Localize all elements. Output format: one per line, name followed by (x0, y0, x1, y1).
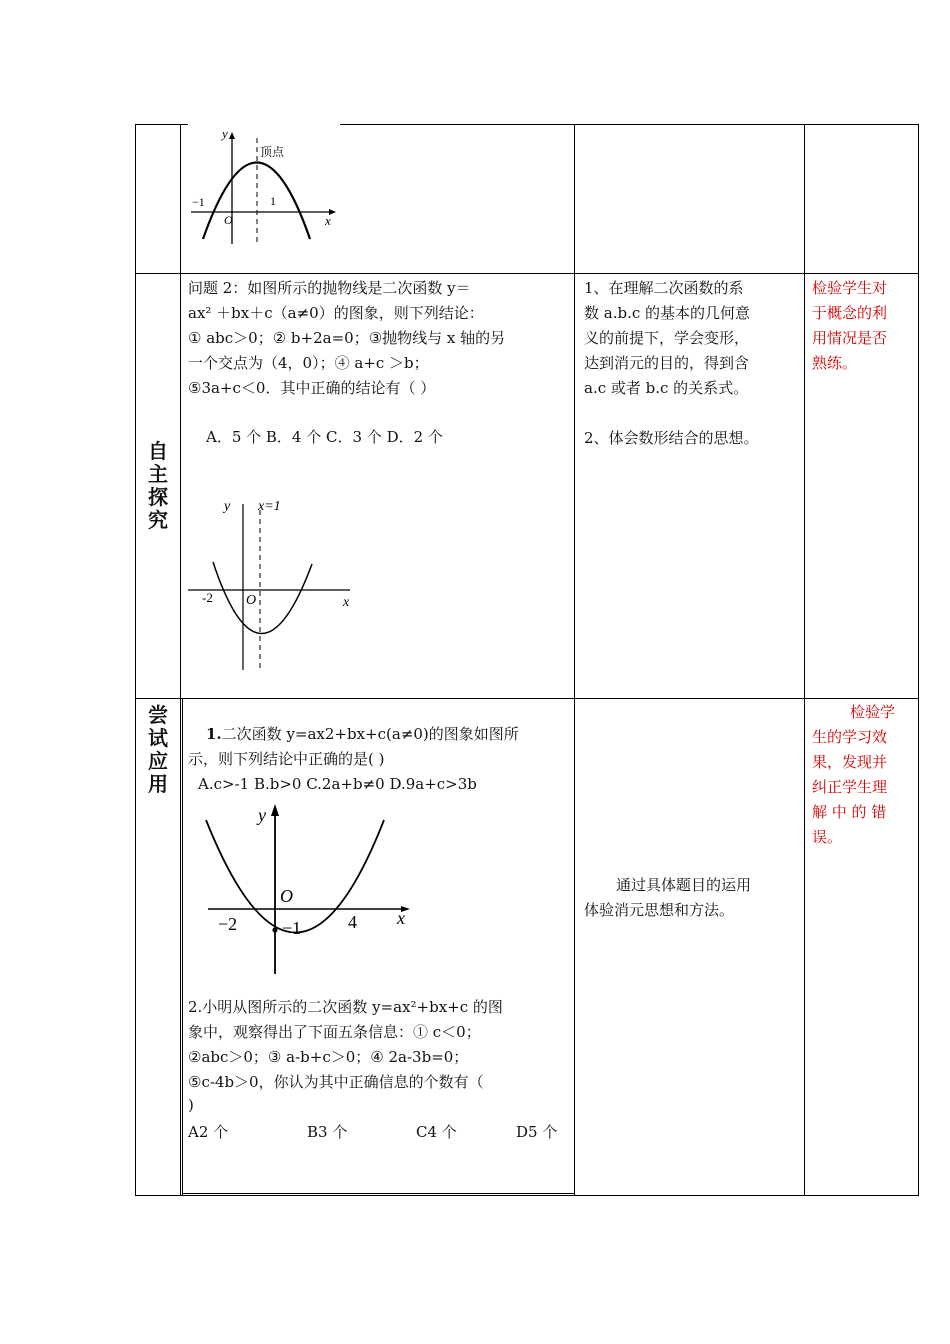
parabola-graph-q1 (196, 800, 416, 980)
question-line: 一个交点为（4，0）；④ a+c ＞b； (188, 354, 429, 372)
table-bottom-border (135, 1195, 919, 1196)
neg-one-label: −1 (282, 918, 302, 938)
question-box-border (182, 699, 183, 1195)
question-line: ) (188, 1096, 194, 1114)
intent-line: 义的前提下，学会变形， (584, 329, 750, 347)
assessment-line: 解 中 的 错 (812, 803, 887, 821)
neg-two-label: -2 (202, 590, 213, 605)
table-left-border (135, 124, 136, 1196)
four-label: 4 (348, 912, 357, 932)
assessment-line: 用情况是否 (812, 329, 888, 347)
y-axis-label: y (222, 126, 228, 141)
origin-label: O (280, 886, 293, 906)
section-label-try-apply (146, 704, 170, 796)
question-line: ① abc＞0；② b+2a=0；③抛物线与 x 轴的另 (188, 329, 506, 347)
assessment-line: 纠正学生理 (812, 778, 888, 796)
option-b: B3 个 (307, 1123, 348, 1141)
section-label-char: 应 (148, 749, 168, 773)
one-label: 1 (270, 194, 276, 208)
neg-one-label: −1 (192, 195, 205, 209)
section-label-char: 尝 (148, 703, 168, 727)
section-label-char: 自 (148, 439, 168, 463)
question-line: 2.小明从图所示的二次函数 y=ax²+bx+c 的图 (188, 998, 503, 1016)
x-axis-label: x (397, 908, 405, 928)
question-line: 问题 2：如图所示的抛物线是二次函数 y＝ (188, 279, 471, 297)
assessment-line: 误。 (812, 828, 843, 846)
assessment-line: 生的学习效 (812, 728, 888, 746)
intent-line: 2、体会数形结合的思想。 (584, 429, 759, 447)
question-line: ⑤3a+c＜0．其中正确的结论有（ ） (188, 379, 436, 397)
answer-options: A.c>-1 B.b>0 C.2a+b≠0 D.9a+c>3b (198, 775, 477, 793)
assessment-line: 熟练。 (812, 354, 858, 372)
section-label-char: 主 (148, 462, 168, 486)
question-line: ⑤c-4b＞0，你认为其中正确信息的个数有（ (188, 1073, 484, 1091)
table-column-divider (180, 124, 181, 1196)
question-line: 象中，观察得出了下面五条信息：① c＜0； (188, 1023, 481, 1041)
question-2-text (188, 276, 572, 401)
question-line: ②abc＞0；③ a-b+c＞0；④ 2a-3b=0； (188, 1048, 469, 1066)
assessment-line: 检验学生对 (812, 279, 888, 297)
axis-of-symmetry-label: x=1 (258, 499, 281, 514)
origin-label: O (224, 213, 233, 227)
intent-line: 通过具体题目的运用 (616, 876, 752, 894)
vertex-label: 顶点 (260, 145, 285, 159)
vertex-parabola-graph (186, 126, 346, 246)
assessment-row2 (812, 276, 916, 376)
question-text: 二次函数 y=ax2+bx+c(a≠0)的图象如图所 (221, 725, 519, 743)
question-number: 1. (206, 725, 222, 743)
intent-line: 体验消元思想和方法。 (584, 901, 735, 919)
table-column-divider (574, 124, 575, 1196)
question-line: 示，则下列结论中正确的是( ) (188, 750, 385, 768)
assessment-line: 于概念的利 (812, 304, 888, 322)
origin-label: O (246, 593, 257, 608)
option-a: A2 个 (188, 1123, 229, 1141)
design-intent-row2 (584, 276, 802, 451)
table-row-divider (135, 698, 919, 699)
question-box-border (182, 1193, 574, 1194)
assessment-row3 (812, 700, 916, 850)
intent-line: a.c 或者 b.c 的关系式。 (584, 379, 749, 397)
question-1-text (188, 722, 574, 797)
option-c: C4 个 (416, 1123, 457, 1141)
section-label-char: 用 (148, 772, 168, 796)
neg-two-label: −2 (218, 914, 238, 934)
design-intent-row3 (584, 873, 802, 923)
intent-line: 数 a.b.c 的基本的几何意 (584, 304, 751, 322)
section-label-self-explore (146, 440, 170, 532)
intent-line: 达到消元的目的，得到含 (584, 354, 750, 372)
assessment-line: 检验学 (850, 703, 896, 721)
y-axis-label: y (224, 499, 231, 514)
section-label-char: 试 (148, 726, 168, 750)
x-axis-label: x (325, 213, 331, 228)
question-2-options (206, 425, 443, 450)
upward-parabola-graph (186, 494, 366, 674)
answer-options: A．5 个 B．4 个 C．3 个 D．2 个 (206, 428, 443, 446)
question-line (188, 722, 574, 747)
x-axis-label: x (343, 595, 350, 610)
question-line: ax² ＋bx＋c（a≠0）的图象，则下列结论： (188, 304, 484, 322)
assessment-line: 果，发现并 (812, 753, 888, 771)
table-row-divider (135, 273, 919, 274)
option-d: D5 个 (516, 1123, 558, 1141)
section-label-char: 探 (148, 485, 168, 509)
section-label-char: 究 (148, 508, 168, 532)
intent-line (584, 401, 802, 426)
question-2b-options (188, 1120, 574, 1145)
table-right-border (918, 124, 919, 1196)
question-2b-text (188, 995, 574, 1115)
table-column-divider (804, 124, 805, 1196)
intent-line: 1、在理解二次函数的系 (584, 279, 744, 297)
y-axis-label: y (258, 805, 266, 825)
